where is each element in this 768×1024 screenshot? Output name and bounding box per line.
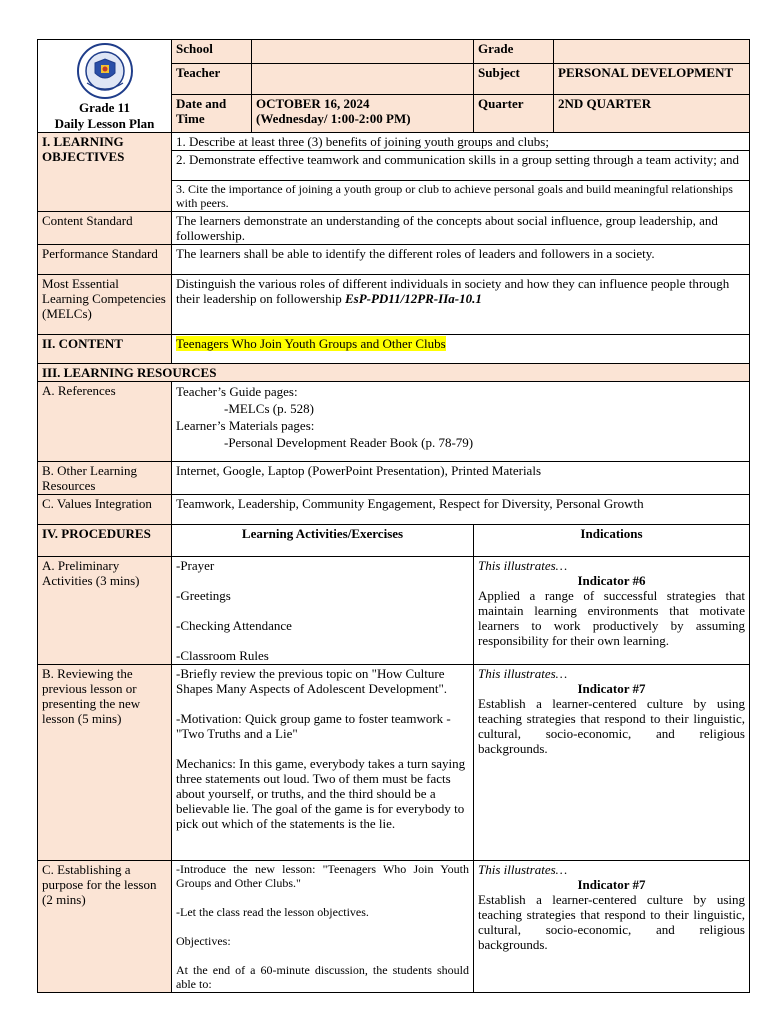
procedures-label: IV. PROCEDURES [38,525,172,557]
activity-greetings: -Greetings [176,588,231,603]
motivation-text: -Motivation: Quick group game to foster teamwork - "Two Truths and a Lie" [176,711,451,741]
illustrates-label: This illustrates… [478,558,568,573]
teachers-guide-value: -MELCs (p. 528) [224,401,314,416]
lesson-plan-document [37,39,749,993]
teacher-label: Teacher [172,63,252,95]
content-topic: Teenagers Who Join Youth Groups and Other Clubs [176,336,446,351]
date-time-label: Date and Time [172,95,252,133]
melcs-cell [172,275,750,335]
values-integration-label: C. Values Integration [38,495,172,525]
indications-column-header: Indications [474,525,750,557]
objective-3: 3. Cite the importance of joining a youth group or club to achieve personal goals and build meaningful relationships with peers. [172,181,750,212]
other-resources-label: B. Other Learning Resources [38,462,172,495]
subject-value: PERSONAL DEVELOPMENT [554,63,750,95]
activity-attendance: -Checking Attendance [176,618,292,633]
performance-standard-text: The learners shall be able to identify the different roles of leaders and followers in a society. [172,245,750,275]
indicator-label: Indicator #6 [577,573,646,588]
grade-field-label: Grade [474,40,554,64]
date-time-value [252,95,474,133]
reviewing-activities-cell [172,665,474,861]
preliminary-activities-cell [172,557,474,665]
content-standard-label: Content Standard [38,212,172,245]
read-objectives-text: -Let the class read the lesson objectives. [176,905,369,919]
preliminary-activities-label: A. Preliminary Activities (3 mins) [38,557,172,665]
date-value: OCTOBER 16, 2024 [256,96,370,112]
establishing-indications-cell [474,861,750,993]
establishing-purpose-label: C. Establishing a purpose for the lesson (2 mins) [38,861,172,993]
establishing-activities-cell [172,861,474,993]
school-value [252,40,474,64]
learning-resources-label: III. LEARNING RESOURCES [38,364,750,382]
values-integration-value: Teamwork, Leadership, Community Engagement, Respect for Diversity, Personal Growth [172,495,750,525]
melcs-code: EsP-PD11/12PR-IIa-10.1 [344,291,482,306]
indicator-label: Indicator #7 [577,877,646,892]
objectives-heading: Objectives: [176,934,231,948]
quarter-value: 2ND QUARTER [554,95,750,133]
other-resources-value: Internet, Google, Laptop (PowerPoint Presentation), Printed Materials [172,462,750,495]
reviewing-indications-cell [474,665,750,861]
review-text: -Briefly review the previous topic on "How Culture Shapes Many Aspects of Adolescent Development". [176,666,448,696]
indicator-label: Indicator #7 [577,681,646,696]
activity-prayer: -Prayer [176,558,215,573]
quarter-label: Quarter [474,95,554,133]
learners-materials-value: -Personal Development Reader Book (p. 78-79) [224,435,474,450]
performance-standard-label: Performance Standard [38,245,172,275]
grade-label: Grade 11 [79,100,130,115]
reviewing-lesson-label: B. Reviewing the previous lesson or presenting the new lesson (5 mins) [38,665,172,861]
content-standard-text: The learners demonstrate an understanding of the concepts about social influence, group leadership, and followership. [172,212,750,245]
indication-text: Establish a learner-centered culture by using teaching strategies that respond to their linguistic, cultural, socio-economic, and religious backgrounds. [478,696,745,756]
deped-seal-icon [77,43,133,99]
grade-value [554,40,750,64]
end-of-discussion-text: At the end of a 60-minute discussion, the students should able to: [176,963,469,991]
objectives-label: I. LEARNING OBJECTIVES [38,133,172,212]
daily-lesson-plan-label: Daily Lesson Plan [54,116,155,131]
activities-column-header: Learning Activities/Exercises [172,525,474,557]
mechanics-text: Mechanics: In this game, everybody takes a turn saying three statements out loud. Two of them must be facts about yourself, or truths, and the third should be a believable lie. The goal of the game is for everybody to pick out which of the statements is the lie. [176,756,466,831]
teacher-value [252,63,474,95]
subject-label: Subject [474,63,554,95]
activity-classroom-rules: -Classroom Rules [176,648,269,663]
time-value: (Wednesday/ 1:00-2:00 PM) [256,111,411,127]
content-label: II. CONTENT [38,335,172,364]
header-seal-cell [38,40,172,133]
objective-2: 2. Demonstrate effective teamwork and communication skills in a group setting through a team activity; and [172,151,750,181]
melcs-label: Most Essential Learning Competencies (MELCs) [38,275,172,335]
indication-text: Applied a range of successful strategies that maintain learning environments that motivate learners to work productively by assuming responsibility for their own learning. [478,588,745,648]
learners-materials-label: Learner’s Materials pages: [176,418,315,433]
school-label: School [172,40,252,64]
lesson-plan-table [37,39,750,993]
introduce-lesson-text: -Introduce the new lesson: "Teenagers Who Join Youth Groups and Other Clubs." [176,862,469,890]
references-cell [172,382,750,462]
melcs-text: Distinguish the various roles of different individuals in society and how they can influence people through their leadership on followership [176,276,730,306]
references-label: A. References [38,382,172,462]
illustrates-label: This illustrates… [478,862,568,877]
teachers-guide-label: Teacher’s Guide pages: [176,384,298,399]
illustrates-label: This illustrates… [478,666,568,681]
objective-1: 1. Describe at least three (3) benefits of joining youth groups and clubs; [172,133,750,151]
content-cell [172,335,750,364]
preliminary-indications-cell [474,557,750,665]
indication-text: Establish a learner-centered culture by using teaching strategies that respond to their linguistic, cultural, socio-economic, and religious backgrounds. [478,892,745,952]
